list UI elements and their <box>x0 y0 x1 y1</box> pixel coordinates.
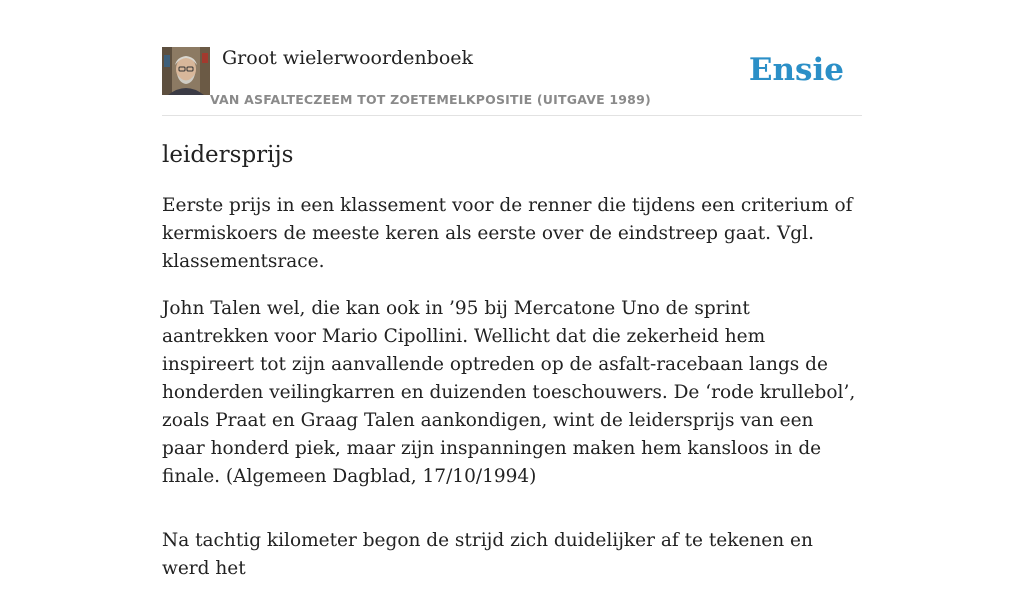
ensie-logo-link[interactable]: Ensie <box>748 52 844 88</box>
entry-body <box>162 192 862 602</box>
entry-quote: Na tachtig kilometer begon de strijd zich duidelijker af te tekenen en werd het <box>162 530 813 579</box>
entry-definition: Eerste prijs in een klassement voor de renner die tijdens een criterium of kermiskoers de meeste keren als eerste over de eindstreep gaat. Vgl. klassementsrace. <box>162 195 853 272</box>
book-title[interactable]: Groot wielerwoordenboek <box>222 47 474 69</box>
entry-term: leidersprijs <box>162 142 294 168</box>
book-subtitle: VAN ASFALTECZEEM TOT ZOETEMELKPOSITIE (UITGAVE 1989) <box>210 92 651 107</box>
entry-quote: John Talen wel, die kan ook in ’95 bij Mercatone Uno de sprint aantrekken voor Mario Cipollini. Wellicht dat die zekerheid hem inspireert tot zijn aanvallende optreden op de asfalt-racebaan langs de honderden veilingkarren en duizenden toeschouwers. De ‘rode krullebol’, zoals Praat en Graag Talen aankondigen, wint de leidersprijs van een paar honderd piek, maar zijn inspanningen maken hem kansloos in de finale. (Algemeen Dagblad, 17/10/1994) <box>162 298 856 487</box>
author-photo-icon <box>162 47 210 95</box>
dictionary-header <box>162 46 862 116</box>
author-avatar[interactable] <box>162 47 210 95</box>
